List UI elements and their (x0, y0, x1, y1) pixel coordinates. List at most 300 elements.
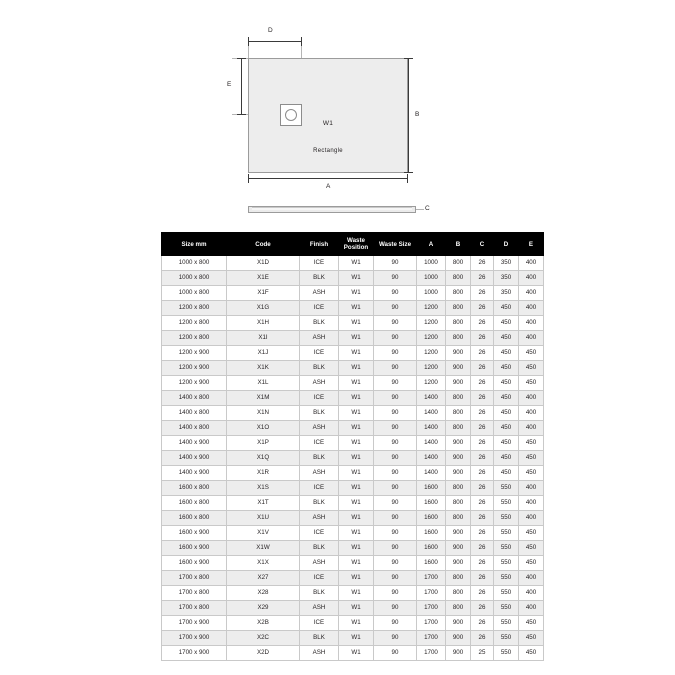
cell-e: 450 (519, 631, 544, 646)
column-header-b: B (446, 233, 471, 256)
table-row (162, 601, 544, 616)
cell-d: 550 (494, 646, 519, 661)
cell-e: 450 (519, 541, 544, 556)
cell-size: 1200 x 900 (162, 361, 227, 376)
cell-waste-position: W1 (339, 616, 374, 631)
cell-code: X1M (227, 391, 300, 406)
column-header-waste-position: Waste Position (339, 233, 374, 256)
cell-b: 800 (446, 511, 471, 526)
cell-c: 26 (471, 406, 494, 421)
cell-e: 400 (519, 586, 544, 601)
cell-waste-size: 90 (374, 556, 417, 571)
cell-a: 1200 (417, 301, 446, 316)
cell-a: 1200 (417, 376, 446, 391)
cell-waste-position: W1 (339, 631, 374, 646)
cell-finish: ICE (300, 481, 339, 496)
cell-size: 1700 x 900 (162, 616, 227, 631)
cell-e: 450 (519, 466, 544, 481)
cell-finish: ICE (300, 571, 339, 586)
cell-code: X1P (227, 436, 300, 451)
cell-c: 26 (471, 631, 494, 646)
cell-size: 1600 x 900 (162, 556, 227, 571)
table-row (162, 616, 544, 631)
cell-d: 450 (494, 361, 519, 376)
cell-c: 26 (471, 511, 494, 526)
cell-d: 350 (494, 271, 519, 286)
cell-finish: ASH (300, 331, 339, 346)
column-header-size: Size mm (162, 233, 227, 256)
cell-waste-position: W1 (339, 406, 374, 421)
cell-b: 800 (446, 301, 471, 316)
cell-waste-position: W1 (339, 586, 374, 601)
cell-waste-position: W1 (339, 271, 374, 286)
cell-a: 1000 (417, 286, 446, 301)
cell-a: 1200 (417, 361, 446, 376)
column-header-finish: Finish (300, 233, 339, 256)
cell-e: 450 (519, 436, 544, 451)
dimension-a-tick-left (248, 174, 249, 183)
cell-finish: ASH (300, 286, 339, 301)
cell-c: 26 (471, 316, 494, 331)
cell-finish: ICE (300, 256, 339, 271)
cell-finish: ICE (300, 391, 339, 406)
cell-e: 400 (519, 601, 544, 616)
cell-waste-position: W1 (339, 511, 374, 526)
cell-waste-size: 90 (374, 451, 417, 466)
cell-c: 26 (471, 346, 494, 361)
cell-d: 450 (494, 466, 519, 481)
cell-a: 1600 (417, 556, 446, 571)
cell-code: X1E (227, 271, 300, 286)
cell-code: X1I (227, 331, 300, 346)
cell-a: 1400 (417, 421, 446, 436)
cell-size: 1700 x 800 (162, 586, 227, 601)
cell-code: X2D (227, 646, 300, 661)
table-row (162, 271, 544, 286)
cell-waste-position: W1 (339, 301, 374, 316)
cell-b: 900 (446, 541, 471, 556)
cell-waste-size: 90 (374, 526, 417, 541)
cell-size: 1000 x 800 (162, 286, 227, 301)
cell-d: 550 (494, 571, 519, 586)
cell-b: 800 (446, 256, 471, 271)
dimension-c-extension (416, 209, 424, 210)
dimension-d-line (248, 41, 302, 42)
dimension-b-tick-top (404, 58, 413, 59)
cell-e: 400 (519, 271, 544, 286)
cell-code: X29 (227, 601, 300, 616)
table-row (162, 631, 544, 646)
table-row (162, 541, 544, 556)
cell-a: 1200 (417, 331, 446, 346)
cell-code: X1X (227, 556, 300, 571)
cell-d: 450 (494, 436, 519, 451)
cell-a: 1700 (417, 586, 446, 601)
cell-size: 1700 x 800 (162, 571, 227, 586)
cell-a: 1700 (417, 601, 446, 616)
cell-waste-size: 90 (374, 466, 417, 481)
cell-e: 400 (519, 406, 544, 421)
dimension-label-b: B (415, 111, 420, 118)
cell-waste-size: 90 (374, 301, 417, 316)
cell-c: 26 (471, 571, 494, 586)
cell-waste-position: W1 (339, 451, 374, 466)
cell-e: 400 (519, 571, 544, 586)
cell-d: 450 (494, 301, 519, 316)
cell-waste-position: W1 (339, 391, 374, 406)
column-header-e: E (519, 233, 544, 256)
cell-waste-position: W1 (339, 481, 374, 496)
cell-finish: BLK (300, 271, 339, 286)
dimension-e-line (241, 58, 242, 115)
cell-b: 900 (446, 361, 471, 376)
cell-e: 450 (519, 376, 544, 391)
cell-c: 26 (471, 376, 494, 391)
shower-tray-side-profile-inner (252, 207, 412, 210)
cell-e: 400 (519, 511, 544, 526)
cell-code: X1T (227, 496, 300, 511)
cell-waste-size: 90 (374, 376, 417, 391)
cell-finish: BLK (300, 406, 339, 421)
cell-e: 400 (519, 331, 544, 346)
table-row (162, 496, 544, 511)
cell-waste-size: 90 (374, 286, 417, 301)
cell-e: 400 (519, 496, 544, 511)
table-row (162, 481, 544, 496)
cell-waste-size: 90 (374, 586, 417, 601)
table-row (162, 451, 544, 466)
cell-size: 1600 x 800 (162, 481, 227, 496)
cell-a: 1000 (417, 271, 446, 286)
cell-d: 550 (494, 496, 519, 511)
cell-size: 1400 x 800 (162, 406, 227, 421)
cell-size: 1700 x 900 (162, 631, 227, 646)
dimension-b-line (408, 58, 409, 173)
cell-c: 26 (471, 436, 494, 451)
cell-finish: ASH (300, 646, 339, 661)
cell-b: 800 (446, 271, 471, 286)
cell-code: X27 (227, 571, 300, 586)
cell-waste-position: W1 (339, 316, 374, 331)
cell-waste-size: 90 (374, 481, 417, 496)
cell-a: 1600 (417, 496, 446, 511)
table-row (162, 361, 544, 376)
cell-code: X1U (227, 511, 300, 526)
column-header-d: D (494, 233, 519, 256)
cell-size: 1000 x 800 (162, 256, 227, 271)
table-row (162, 421, 544, 436)
cell-size: 1200 x 900 (162, 376, 227, 391)
dimension-d-tick-right (301, 37, 302, 46)
cell-b: 900 (446, 346, 471, 361)
dimension-d-tick-left (248, 37, 249, 46)
cell-b: 900 (446, 631, 471, 646)
cell-e: 400 (519, 316, 544, 331)
cell-waste-size: 90 (374, 406, 417, 421)
cell-code: X28 (227, 586, 300, 601)
cell-c: 26 (471, 421, 494, 436)
dimension-label-c: C (425, 205, 430, 212)
shower-tray-plan-view (248, 58, 408, 173)
cell-d: 450 (494, 406, 519, 421)
cell-finish: ICE (300, 346, 339, 361)
table-row (162, 571, 544, 586)
cell-c: 26 (471, 616, 494, 631)
cell-waste-size: 90 (374, 256, 417, 271)
cell-waste-position: W1 (339, 601, 374, 616)
cell-code: X2C (227, 631, 300, 646)
cell-d: 350 (494, 256, 519, 271)
cell-code: X1Q (227, 451, 300, 466)
cell-code: X1J (227, 346, 300, 361)
cell-d: 350 (494, 286, 519, 301)
cell-a: 1400 (417, 406, 446, 421)
cell-waste-size: 90 (374, 646, 417, 661)
cell-waste-size: 90 (374, 361, 417, 376)
cell-c: 26 (471, 496, 494, 511)
cell-finish: BLK (300, 361, 339, 376)
table-row (162, 466, 544, 481)
cell-e: 400 (519, 421, 544, 436)
cell-d: 450 (494, 316, 519, 331)
cell-a: 1700 (417, 571, 446, 586)
cell-e: 450 (519, 526, 544, 541)
cell-finish: BLK (300, 541, 339, 556)
cell-waste-position: W1 (339, 331, 374, 346)
cell-c: 26 (471, 601, 494, 616)
cell-b: 900 (446, 616, 471, 631)
cell-a: 1400 (417, 466, 446, 481)
cell-b: 900 (446, 556, 471, 571)
cell-b: 900 (446, 466, 471, 481)
column-header-waste-size: Waste Size (374, 233, 417, 256)
cell-a: 1700 (417, 646, 446, 661)
table-row (162, 301, 544, 316)
cell-waste-size: 90 (374, 511, 417, 526)
cell-size: 1600 x 900 (162, 526, 227, 541)
cell-e: 400 (519, 286, 544, 301)
dimension-label-e: E (227, 81, 232, 88)
cell-e: 450 (519, 451, 544, 466)
cell-size: 1200 x 900 (162, 346, 227, 361)
cell-d: 550 (494, 616, 519, 631)
table-row (162, 346, 544, 361)
cell-c: 26 (471, 451, 494, 466)
cell-waste-position: W1 (339, 376, 374, 391)
dimension-label-d: D (268, 27, 273, 34)
cell-finish: BLK (300, 631, 339, 646)
cell-waste-size: 90 (374, 316, 417, 331)
waste-label: W1 (322, 120, 334, 127)
cell-d: 450 (494, 391, 519, 406)
cell-e: 450 (519, 556, 544, 571)
cell-d: 550 (494, 556, 519, 571)
table-row (162, 646, 544, 661)
cell-size: 1400 x 900 (162, 466, 227, 481)
cell-a: 1600 (417, 526, 446, 541)
cell-a: 1000 (417, 256, 446, 271)
cell-e: 400 (519, 481, 544, 496)
cell-a: 1700 (417, 616, 446, 631)
cell-finish: BLK (300, 496, 339, 511)
cell-c: 26 (471, 271, 494, 286)
cell-waste-position: W1 (339, 466, 374, 481)
cell-a: 1400 (417, 391, 446, 406)
cell-e: 400 (519, 256, 544, 271)
cell-waste-size: 90 (374, 436, 417, 451)
cell-c: 26 (471, 361, 494, 376)
cell-c: 26 (471, 331, 494, 346)
cell-size: 1600 x 800 (162, 496, 227, 511)
cell-waste-size: 90 (374, 541, 417, 556)
cell-waste-size: 90 (374, 631, 417, 646)
cell-b: 900 (446, 526, 471, 541)
cell-d: 550 (494, 541, 519, 556)
table-row (162, 376, 544, 391)
cell-code: X1V (227, 526, 300, 541)
cell-e: 450 (519, 346, 544, 361)
cell-d: 550 (494, 631, 519, 646)
table-row (162, 406, 544, 421)
column-header-code: Code (227, 233, 300, 256)
dimension-label-a: A (326, 183, 331, 190)
cell-waste-size: 90 (374, 496, 417, 511)
cell-b: 800 (446, 406, 471, 421)
cell-waste-position: W1 (339, 256, 374, 271)
cell-waste-position: W1 (339, 526, 374, 541)
cell-a: 1400 (417, 436, 446, 451)
cell-size: 1700 x 800 (162, 601, 227, 616)
cell-waste-position: W1 (339, 496, 374, 511)
cell-b: 900 (446, 646, 471, 661)
cell-b: 800 (446, 601, 471, 616)
dimension-e-tick-top (237, 58, 246, 59)
cell-c: 26 (471, 391, 494, 406)
dimension-b-tick-bottom (404, 172, 413, 173)
cell-finish: BLK (300, 451, 339, 466)
cell-b: 800 (446, 286, 471, 301)
cell-code: X1O (227, 421, 300, 436)
cell-finish: ASH (300, 601, 339, 616)
table-row (162, 526, 544, 541)
cell-d: 550 (494, 511, 519, 526)
cell-b: 800 (446, 391, 471, 406)
dimension-e-tick-bottom (237, 114, 246, 115)
cell-c: 26 (471, 526, 494, 541)
cell-c: 26 (471, 481, 494, 496)
cell-a: 1700 (417, 631, 446, 646)
cell-waste-size: 90 (374, 331, 417, 346)
specification-table (161, 232, 544, 661)
cell-e: 450 (519, 616, 544, 631)
cell-code: X1K (227, 361, 300, 376)
cell-c: 26 (471, 286, 494, 301)
cell-finish: ASH (300, 466, 339, 481)
cell-code: X1G (227, 301, 300, 316)
column-header-a: A (417, 233, 446, 256)
cell-c: 26 (471, 301, 494, 316)
cell-waste-position: W1 (339, 421, 374, 436)
cell-b: 800 (446, 586, 471, 601)
cell-finish: BLK (300, 586, 339, 601)
cell-finish: ICE (300, 301, 339, 316)
cell-c: 26 (471, 556, 494, 571)
cell-d: 450 (494, 331, 519, 346)
cell-code: X1N (227, 406, 300, 421)
cell-waste-position: W1 (339, 286, 374, 301)
cell-finish: ICE (300, 436, 339, 451)
cell-waste-size: 90 (374, 571, 417, 586)
cell-size: 1400 x 900 (162, 451, 227, 466)
cell-code: X1W (227, 541, 300, 556)
cell-code: X1L (227, 376, 300, 391)
cell-waste-size: 90 (374, 601, 417, 616)
cell-finish: ASH (300, 556, 339, 571)
cell-size: 1400 x 800 (162, 421, 227, 436)
cell-finish: BLK (300, 316, 339, 331)
cell-size: 1400 x 900 (162, 436, 227, 451)
cell-d: 550 (494, 526, 519, 541)
cell-waste-position: W1 (339, 436, 374, 451)
cell-size: 1000 x 800 (162, 271, 227, 286)
cell-b: 800 (446, 571, 471, 586)
cell-waste-size: 90 (374, 421, 417, 436)
cell-waste-position: W1 (339, 571, 374, 586)
cell-a: 1200 (417, 346, 446, 361)
waste-outlet-circle-icon (285, 109, 297, 121)
cell-d: 550 (494, 586, 519, 601)
cell-d: 450 (494, 451, 519, 466)
table-row (162, 436, 544, 451)
cell-c: 26 (471, 541, 494, 556)
cell-code: X1D (227, 256, 300, 271)
cell-code: X1F (227, 286, 300, 301)
cell-waste-position: W1 (339, 646, 374, 661)
table-row (162, 511, 544, 526)
cell-c: 26 (471, 466, 494, 481)
cell-code: X1S (227, 481, 300, 496)
cell-b: 800 (446, 421, 471, 436)
cell-finish: ASH (300, 376, 339, 391)
cell-size: 1600 x 800 (162, 511, 227, 526)
column-header-c: C (471, 233, 494, 256)
cell-b: 800 (446, 481, 471, 496)
cell-d: 450 (494, 421, 519, 436)
cell-d: 450 (494, 346, 519, 361)
cell-a: 1600 (417, 481, 446, 496)
cell-waste-size: 90 (374, 391, 417, 406)
cell-a: 1600 (417, 511, 446, 526)
cell-size: 1200 x 800 (162, 316, 227, 331)
table-row (162, 586, 544, 601)
cell-b: 800 (446, 316, 471, 331)
cell-waste-position: W1 (339, 541, 374, 556)
cell-finish: ICE (300, 526, 339, 541)
cell-e: 400 (519, 301, 544, 316)
cell-c: 26 (471, 586, 494, 601)
cell-size: 1400 x 800 (162, 391, 227, 406)
cell-b: 800 (446, 496, 471, 511)
technical-drawing (0, 0, 675, 232)
cell-size: 1200 x 800 (162, 301, 227, 316)
cell-d: 450 (494, 376, 519, 391)
table-row (162, 286, 544, 301)
cell-waste-size: 90 (374, 271, 417, 286)
cell-waste-size: 90 (374, 616, 417, 631)
cell-b: 900 (446, 451, 471, 466)
table-row (162, 391, 544, 406)
cell-b: 900 (446, 376, 471, 391)
